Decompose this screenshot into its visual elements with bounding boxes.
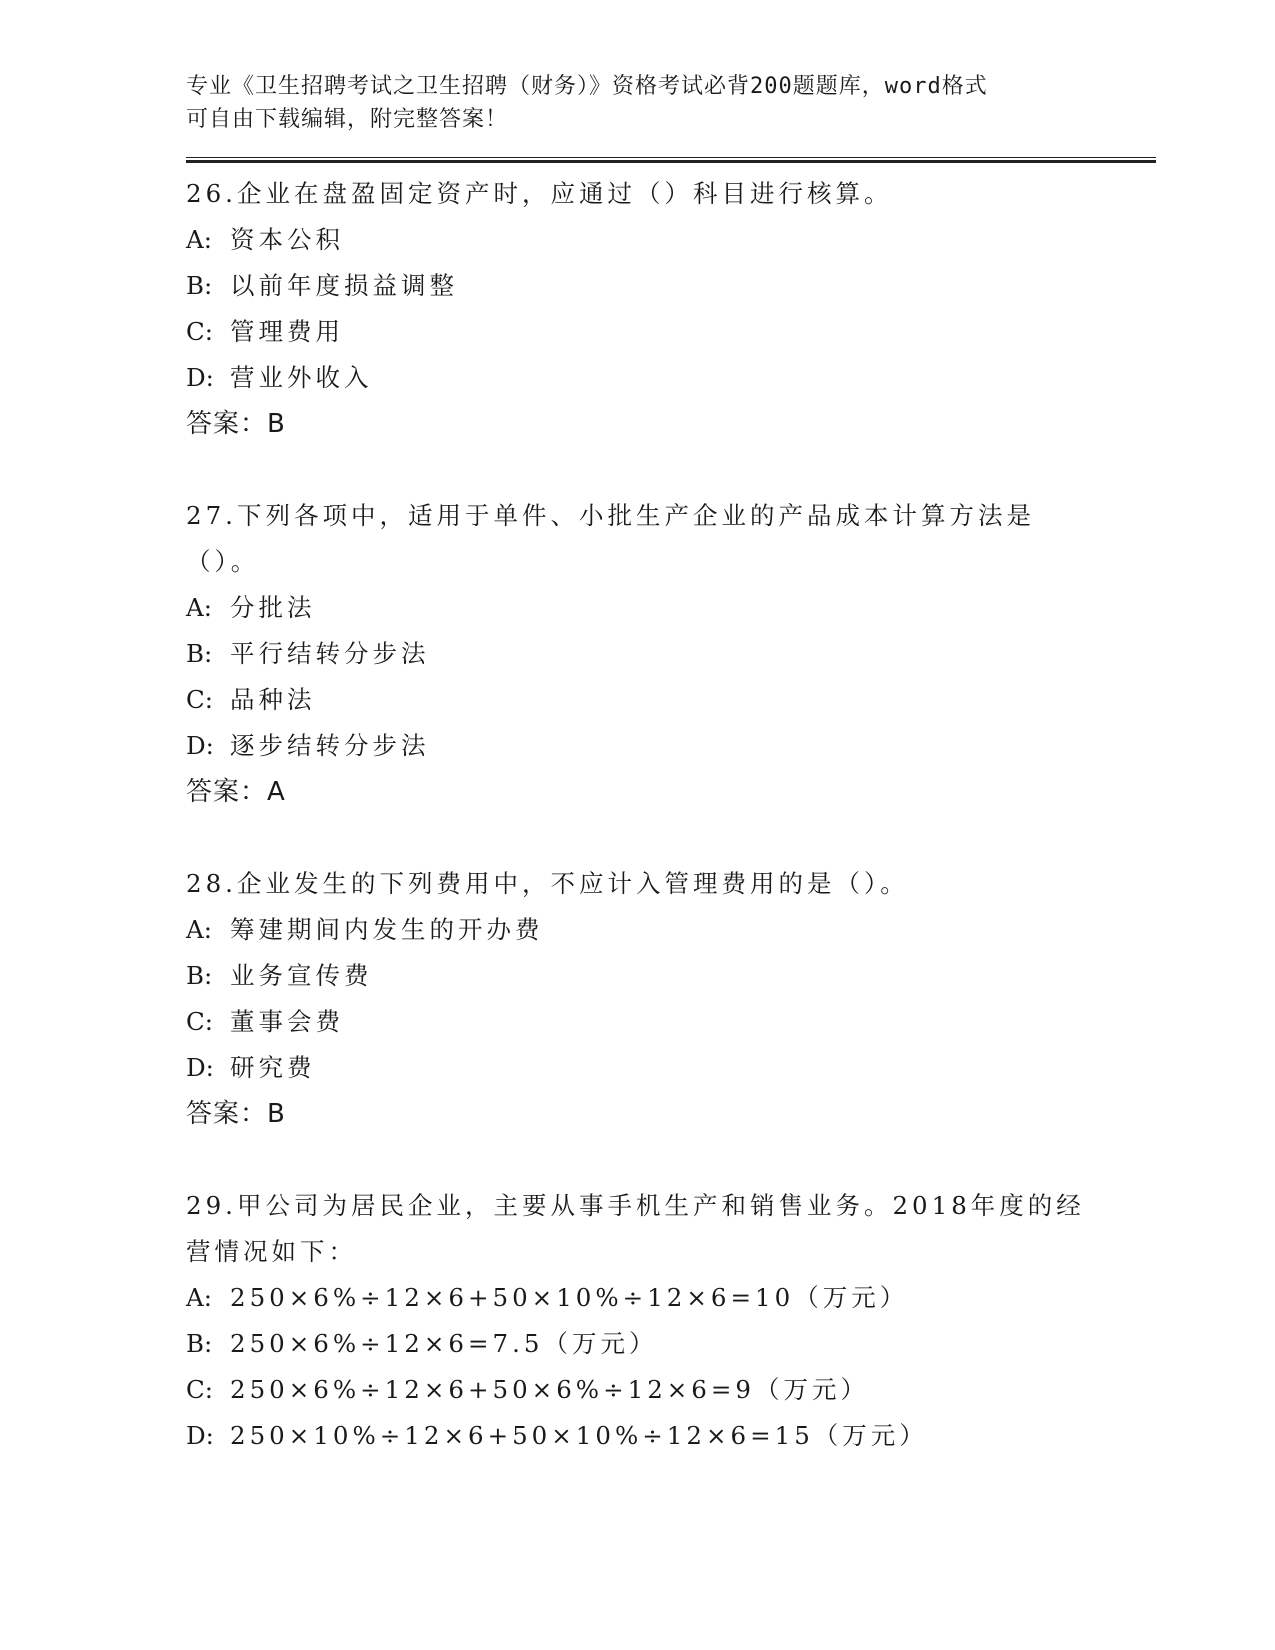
option-text: 分批法 [230,593,316,622]
option-text: 资本公积 [230,225,344,254]
option-text: 250×10%÷12×6+50×10%÷12×6=15（万元） [230,1421,928,1450]
answer: 答案：B [186,1099,286,1129]
option-letter: D: [186,731,214,760]
option-letter: A: [186,225,212,254]
question-stem: 27.下列各项中，适用于单件、小批生产企业的产品成本计算方法是（）。 [186,501,1035,576]
question-29 [186,1183,1156,1459]
option-text: 董事会费 [230,1007,344,1036]
question-26 [186,171,1156,447]
option-letter: D: [186,1421,214,1450]
option-letter: D: [186,1053,214,1082]
option-text: 平行结转分步法 [230,639,430,668]
question-stem: 29.甲公司为居民企业，主要从事手机生产和销售业务。2018年度的经营情况如下： [186,1191,1085,1266]
answer: 答案：B [186,409,286,439]
option-letter: A: [186,1283,212,1312]
option-letter: B: [186,639,213,668]
option-d [186,355,1156,401]
question-stem: 28.企业发生的下列费用中，不应计入管理费用的是（）。 [186,869,909,898]
option-letter: B: [186,961,213,990]
option-c [186,999,1156,1045]
header-line-2: 可自由下载编辑，附完整答案！ [186,107,509,132]
option-letter: C: [186,685,214,714]
option-text: 业务宣传费 [230,961,373,990]
option-letter: C: [186,1007,214,1036]
option-c [186,309,1156,355]
option-text: 筹建期间内发生的开办费 [230,915,544,944]
option-text: 250×6%÷12×6+50×10%÷12×6=10（万元） [230,1283,909,1312]
option-text: 研究费 [230,1053,316,1082]
question-27 [186,493,1156,815]
option-letter: C: [186,1375,214,1404]
option-text: 250×6%÷12×6=7.5（万元） [230,1329,658,1358]
option-b [186,1321,1156,1367]
option-letter: B: [186,271,213,300]
option-b [186,953,1156,999]
option-a [186,217,1156,263]
option-letter: B: [186,1329,213,1358]
document-page [186,70,1156,1505]
option-c [186,1367,1156,1413]
header-line-1: 专业《卫生招聘考试之卫生招聘（财务）》资格考试必背200题题库，word格式 [186,74,988,99]
option-text: 逐步结转分步法 [230,731,430,760]
option-text: 品种法 [230,685,316,714]
option-d [186,1045,1156,1091]
option-b [186,263,1156,309]
option-text: 营业外收入 [230,363,373,392]
option-text: 以前年度损益调整 [230,271,458,300]
option-a [186,585,1156,631]
option-d [186,1413,1156,1459]
option-text: 管理费用 [230,317,344,346]
document-header [186,70,1156,136]
option-text: 250×6%÷12×6+50×6%÷12×6=9（万元） [230,1375,870,1404]
option-c [186,677,1156,723]
header-divider [186,157,1156,163]
question-stem: 26.企业在盘盈固定资产时，应通过（）科目进行核算。 [186,179,893,208]
option-d [186,723,1156,769]
option-a [186,907,1156,953]
option-a [186,1275,1156,1321]
question-28 [186,861,1156,1137]
answer: 答案：A [186,777,286,807]
option-b [186,631,1156,677]
option-letter: C: [186,317,214,346]
option-letter: A: [186,593,212,622]
option-letter: D: [186,363,214,392]
option-letter: A: [186,915,212,944]
